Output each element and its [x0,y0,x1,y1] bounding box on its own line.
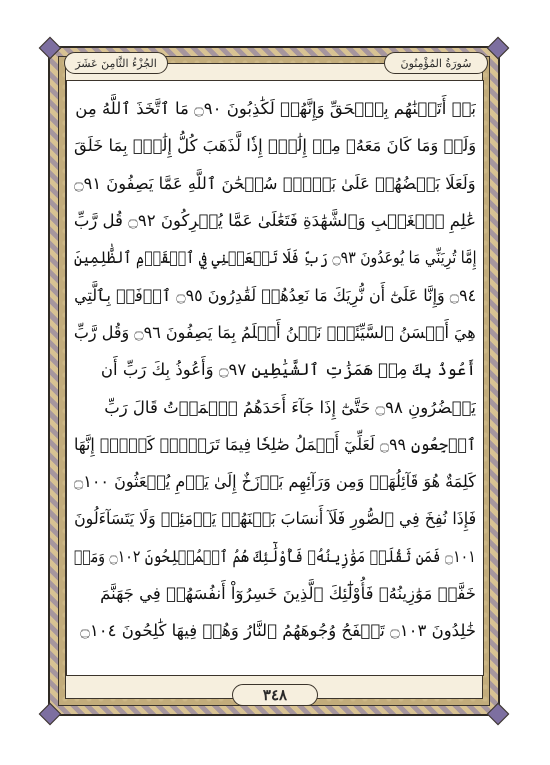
verse-line-6 [74,276,476,313]
verse-line-text: خَٰلِدُونَ ۝١٠٣ تَلۡفَحُ وُجُوهَهُمُ ٱلنَّارُ وَهُمۡ فِيهَا كَٰلِحُونَ ۝١٠٤ [80,621,476,641]
verse-line-text: وَلَدٖ وَمَا كَانَ مَعَهُۥ مِنۡ إِلَٰهٍۚ إِذٗا لَّذَهَبَ كُلُّ إِلَٰهِۭ بِمَا خَلَقَ [74,136,476,156]
verse-line-11 [74,463,476,500]
verse-line-13 [74,538,476,575]
verse-line-text: عَٰلِمِ ٱلۡغَيۡبِ وَٱلشَّهَٰدَةِ فَتَعَٰلَىٰ عَمَّا يُشۡرِكُونَ ۝٩٢ قُل رَّبِّ [74,211,476,231]
page-number: ٣٤٨ [262,686,288,704]
verse-line-15 [74,612,476,649]
verse-line-1 [74,90,476,127]
verse-line-8 [74,351,476,388]
verse-line-14 [74,575,476,612]
verse-line-2 [74,127,476,164]
verse-line-text: خَفَّتۡ مَوَٰزِينُهُۥ فَأُوْلَٰٓئِكَ ٱلَّذِينَ خَسِرُوٓاْ أَنفُسَهُمۡ فِي جَهَنَّمَ [100,584,476,603]
verse-line-10 [74,426,476,463]
verse-lines [74,90,476,649]
verse-line-text: كَلِمَةٌ هُوَ قَآئِلُهَاۖ وَمِن وَرَآئِهِم بَرۡزَخٌ إِلَىٰ يَوۡمِ يُبۡعَثُونَ ۝١٠٠ [74,472,476,492]
verse-line-3 [74,165,476,202]
verse-line-text: إِمَّا تُرِيَنِّي مَا يُوعَدُونَ ۝٩٣ رَبِّ فَلَا تَجۡعَلۡنِي فِي ٱلۡقَوۡمِ ٱلظَّٰلِمِينَ [74,248,476,268]
verse-line-text: ٱرۡجِعُونِ ۝٩٩ لَعَلِّيٓ أَعۡمَلُ صَٰلِحٗا فِيمَا تَرَكۡتُۚ كَلَّآۚ إِنَّهَا [74,434,476,454]
page-number-plaque [232,684,318,706]
verse-line-text: أَعُوذُ بِكَ مِنۡ هَمَزَٰتِ ٱلشَّيَٰطِينِ ۝٩٧ وَأَعُوذُ بِكَ رَبِّ أَن [100,360,476,380]
verse-line-5 [74,239,476,276]
verse-line-12 [74,500,476,537]
verse-line-text: ۝٩٤ وَإِنَّا عَلَىٰٓ أَن نُّرِيَكَ مَا نَعِدُهُمۡ لَقَٰدِرُونَ ۝٩٥ ٱدۡفَعۡ بِٱلَّتِي [74,285,476,305]
verse-line-9 [74,388,476,425]
juz-header [64,52,168,74]
verse-line-7 [74,314,476,351]
verse-line-text: هِيَ أَحۡسَنُ ٱلسَّيِّئَةَۚ نَحۡنُ أَعۡلَمُ بِمَا يَصِفُونَ ۝٩٦ وَقُل رَّبِّ [74,322,476,342]
verse-line-text: فَإِذَا نُفِخَ فِي ٱلصُّورِ فَلَآ أَنسَابَ بَيۡنَهُمۡ يَوۡمَئِذٖ وَلَا يَتَسَآءَلُونَ [74,509,476,529]
verse-line-text: يَحۡضُرُونِ ۝٩٨ حَتَّىٰٓ إِذَا جَآءَ أَحَدَهُمُ ٱلۡمَوۡتُ قَالَ رَبِّ [104,397,476,417]
juz-label: الجُزْءُ الثَّامِنَ عَشَرَ [75,56,157,70]
verse-line-text: وَلَعَلَا بَعۡضُهُمۡ عَلَىٰ بَعۡضٖۚ سُبۡحَٰنَ ٱللَّهِ عَمَّا يَصِفُونَ ۝٩١ [74,173,476,193]
surah-header [384,52,488,74]
surah-label: سُورَةُ المُؤْمِنُونَ [400,56,472,70]
verse-line-4 [74,202,476,239]
verse-line-text: ۝١٠١ فَمَن ثَقُلَتۡ مَوَٰزِينُهُۥ فَأُوْلَٰٓئِكَ هُمُ ٱلۡمُفۡلِحُونَ ۝١٠٢ وَمَنۡ [74,546,476,566]
verse-line-text: بَلۡ أَتَيۡنَٰهُم بِٱلۡحَقِّ وَإِنَّهُمۡ لَكَٰذِبُونَ ۝٩٠ مَا ٱتَّخَذَ ٱللَّهُ مِن [75,99,476,119]
